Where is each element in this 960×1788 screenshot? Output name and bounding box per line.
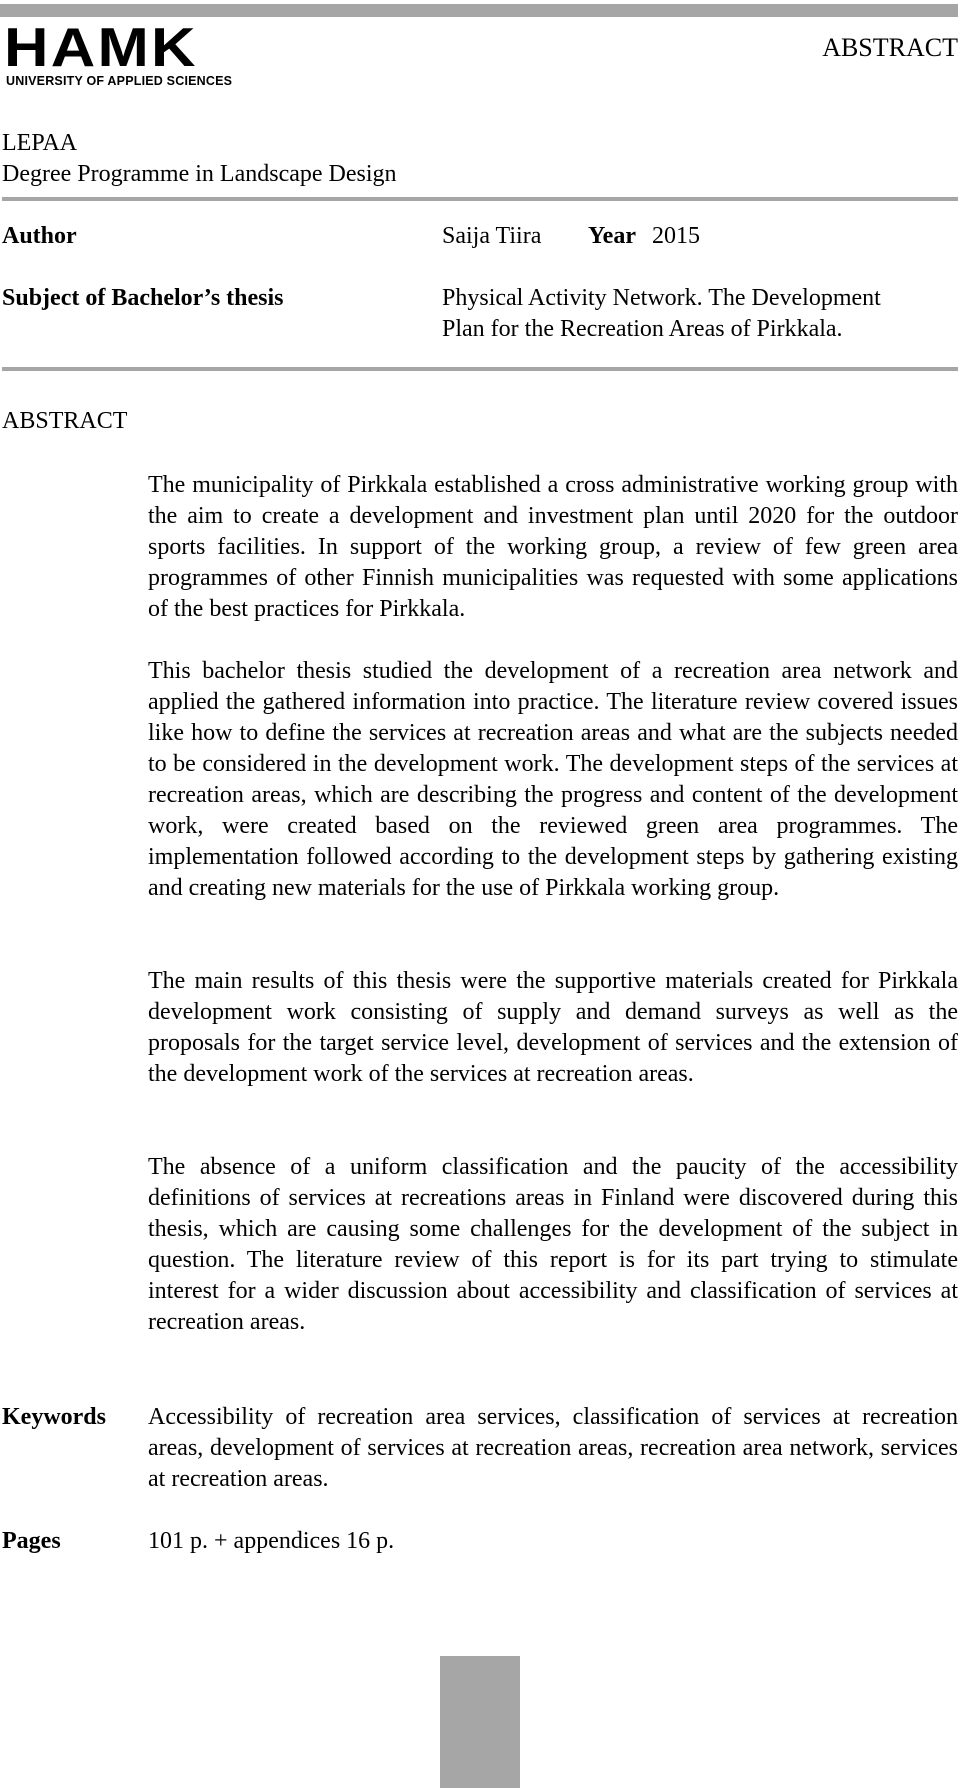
logo-wordmark: HAMK (4, 16, 198, 78)
pages-label: Pages (2, 1528, 61, 1554)
abstract-paragraph: The municipality of Pirkkala established a cross administrative working group with the aim to create a development and investment plan until 2020 for the outdoor sports facilities. In support of the working group, a review of few green area programmes of other Finnish municipalities was requested with some applications of the best practices for Pirkkala. (148, 472, 958, 622)
subject-label: Subject of Bachelor’s thesis (2, 285, 284, 311)
abstract-paragraph: The main results of this thesis were the supportive materials created for Pirkkala development work consisting of supply and demand surveys as well as the proposals for the target service level, development of services and the extension of the development work of the services at recreation areas. (148, 968, 958, 1087)
abstract-paragraph: The absence of a uniform classification and the paucity of the accessibility definitions of services at recreations areas in Finland were discovered during this thesis, which are causing some challenges for the development of the subject in question. The literature review of this report is for its part trying to stimulate interest for a wider discussion about accessibility and classification of services at recreation areas. (148, 1154, 958, 1335)
logo-subtitle: UNIVERSITY OF APPLIED SCIENCES (6, 74, 233, 88)
bottom-page-marker (440, 1656, 520, 1788)
pages-value: 101 p. + appendices 16 p. (148, 1528, 395, 1554)
keywords-label: Keywords (2, 1404, 106, 1430)
degree-programme: Degree Programme in Landscape Design (2, 161, 397, 187)
author-label: Author (2, 223, 77, 249)
keywords-value: Accessibility of recreation area services, classification of services at recreation areas, development of services at recreation areas, recreation area network, services at recreation areas. (148, 1404, 958, 1492)
section-divider (2, 197, 958, 201)
campus-name: LEPAA (2, 130, 78, 156)
subject-value-line1: Physical Activity Network. The Development (442, 285, 881, 311)
subject-value-line2: Plan for the Recreation Areas of Pirkkala. (442, 316, 843, 342)
year-value: 2015 (652, 223, 700, 249)
abstract-paragraph: This bachelor thesis studied the development of a recreation area network and applied the gathered information into practice. The literature review covered issues like how to define the services at recreation areas and what are the subjects needed to be considered in the development work. The development steps of the services at recreation areas, which are describing the progress and content of the development work, were created based on the reviewed green area programmes. The implementation followed according to the development steps by gathering existing and creating new materials for the use of Pirkkala working group. (148, 658, 958, 901)
page-header-title: ABSTRACT (822, 33, 958, 62)
section-divider (2, 367, 958, 371)
abstract-heading: ABSTRACT (2, 408, 128, 434)
year-label: Year (588, 223, 636, 249)
hamk-logo (4, 16, 254, 91)
author-value: Saija Tiira (442, 223, 542, 249)
